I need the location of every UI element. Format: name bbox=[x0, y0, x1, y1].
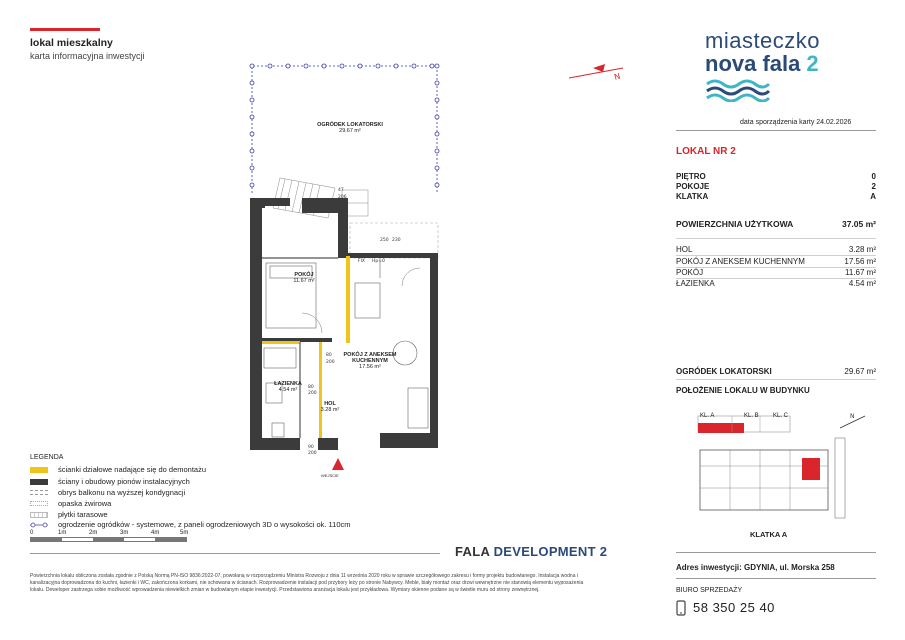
svg-text:250: 250 bbox=[380, 238, 389, 243]
disclaimer-text: Powierzchnia lokalu obliczona została zgodnie z Polską Normą PN-ISO 9836:2022-07, powołaną w rozporządzeniu Ministra Rozwoju z dnia 11 września 2020 roku w sprawie szczegółowego zakresu i formy projektu budowlanego. Instalacja wodna i kanalizacyjna doprowadzona do kuchni, łazienki i WC, zakończona korkami, nie schowana w ścianach. Rozprowadzenie instalacji pod przybory leży po stronie Nabywcy. Meble, biały montaż oraz drzwi wewnętrzne nie stanowią elementu wyposażenia lokalu. Deweloper zastrzega sobie możliwość wprowadzenia niewielkich zmian w budowlanym etapie inwestycji. Przedstawiona aranżacja lokalu jest przykładowa. Wymiary okienne podane są w świetle muru od strony zewnętrznej. bbox=[30, 573, 584, 593]
legend-item: ściany i obudowy pionów instalacyjnych bbox=[30, 477, 190, 486]
legend-swatch-dashed bbox=[30, 490, 48, 495]
room-label-lazienka: ŁAZIENKA 4.54 m² bbox=[274, 381, 302, 393]
garden-label: OGRÓDEK LOKATORSKI 29.67 m² bbox=[317, 122, 383, 134]
legend-item: ścianki działowe nadające się do demontażu bbox=[30, 465, 206, 474]
svg-text:N: N bbox=[613, 71, 622, 82]
date-label: data sporządzenia karty 24.02.2026 bbox=[740, 119, 852, 126]
svg-text:N: N bbox=[850, 413, 855, 420]
room-label-hol: HOL 3.28 m² bbox=[320, 401, 340, 413]
svg-text:47: 47 bbox=[338, 188, 344, 193]
unit-title: LOKAL NR 2 bbox=[676, 146, 736, 157]
legend-item: ogrodzenie ogródków - systemowe, z paneli ogrodzeniowych 3D o wysokości ok. 110cm bbox=[30, 520, 351, 529]
brand-line2: nova fala bbox=[705, 51, 801, 76]
svg-text:200: 200 bbox=[326, 360, 335, 365]
klatka-label: KLATKA A bbox=[750, 530, 788, 539]
kl-c-label: KL. C bbox=[773, 413, 789, 419]
divider bbox=[30, 553, 440, 554]
legend-swatch-gravel bbox=[30, 501, 48, 506]
address-label: Adres inwestycji: GDYNIA, ul. Morska 258 bbox=[676, 563, 835, 572]
room-row: HOL 3.28 m² bbox=[676, 245, 876, 254]
legend-swatch-fence bbox=[30, 522, 48, 528]
legend-item: płytki tarasowe bbox=[30, 510, 108, 519]
legend-swatch-yellow bbox=[30, 467, 48, 473]
svg-text:Hp=0: Hp=0 bbox=[372, 259, 385, 264]
sales-phone[interactable]: 58 350 25 40 bbox=[693, 600, 775, 615]
divider bbox=[676, 578, 876, 579]
room-label-pokoj: POKÓJ 11.67 m² bbox=[293, 272, 315, 284]
svg-text:80: 80 bbox=[308, 385, 314, 390]
entry-label: WEJŚCIE bbox=[321, 473, 339, 478]
svg-text:90: 90 bbox=[308, 445, 314, 450]
usable-area-row: POWIERZCHNIA UŻYTKOWA 37.05 m² bbox=[676, 219, 876, 229]
svg-text:FIX: FIX bbox=[358, 259, 365, 264]
svg-text:230: 230 bbox=[392, 238, 401, 243]
scale-label: 5m bbox=[180, 530, 189, 536]
brand-logo bbox=[705, 30, 855, 107]
divider bbox=[676, 130, 876, 131]
scale-bar bbox=[30, 537, 187, 542]
entry-arrow-icon bbox=[332, 458, 344, 470]
brand-line1: miasteczko bbox=[705, 28, 821, 53]
sales-label: BIURO SPRZEDAŻY bbox=[676, 587, 743, 594]
page-subtitle: karta informacyjna inwestycji bbox=[30, 51, 145, 61]
legend-title: LEGENDA bbox=[30, 454, 64, 461]
brand-number: 2 bbox=[806, 51, 819, 76]
header-accent-bar bbox=[30, 28, 100, 31]
prop-row-rooms: POKOJE 2 bbox=[676, 182, 876, 191]
scale-label: 2m bbox=[89, 530, 98, 536]
legend-item: opaska żwirowa bbox=[30, 499, 111, 508]
legend-item: obrys balkonu na wyższej kondygnacji bbox=[30, 488, 185, 497]
prop-row-floor: PIĘTRO 0 bbox=[676, 172, 876, 181]
garden-row: OGRÓDEK LOKATORSKI 29.67 m² bbox=[676, 367, 876, 376]
svg-text:80: 80 bbox=[326, 353, 332, 358]
room-label-aneks: POKÓJ Z ANEKSEM KUCHENNYM 17.56 m² bbox=[343, 352, 397, 370]
scale-label: 0 bbox=[30, 530, 34, 536]
legend-swatch-tiles bbox=[30, 512, 48, 518]
divider bbox=[676, 255, 876, 256]
divider bbox=[676, 552, 876, 553]
room-row: ŁAZIENKA 4.54 m² bbox=[676, 279, 876, 288]
room-row: POKÓJ 11.67 m² bbox=[676, 268, 876, 277]
scale-label: 3m bbox=[120, 530, 129, 536]
svg-text:206: 206 bbox=[338, 195, 347, 200]
svg-text:200: 200 bbox=[308, 451, 317, 456]
page-title: lokal mieszkalny bbox=[30, 37, 113, 49]
divider bbox=[676, 238, 876, 239]
scale-label: 1m bbox=[58, 530, 67, 536]
kl-a-label: KL. A bbox=[700, 413, 715, 419]
legend-swatch-dark bbox=[30, 479, 48, 485]
phone-icon bbox=[675, 600, 687, 616]
brand-waves-icon bbox=[705, 78, 771, 102]
prop-row-staircase: KLATKA A bbox=[676, 192, 876, 201]
kl-b-label: KL. B bbox=[744, 413, 759, 419]
building-location-plan bbox=[690, 408, 870, 528]
divider bbox=[676, 379, 876, 380]
developer-logo: FALA DEVELOPMENT 2 bbox=[455, 544, 608, 559]
room-row: POKÓJ Z ANEKSEM KUCHENNYM 17.56 m² bbox=[676, 257, 876, 266]
scale-label: 4m bbox=[151, 530, 160, 536]
svg-text:200: 200 bbox=[308, 391, 317, 396]
location-label: POŁOŻENIE LOKALU W BUDYNKU bbox=[676, 386, 810, 395]
north-arrow-icon bbox=[565, 62, 635, 84]
